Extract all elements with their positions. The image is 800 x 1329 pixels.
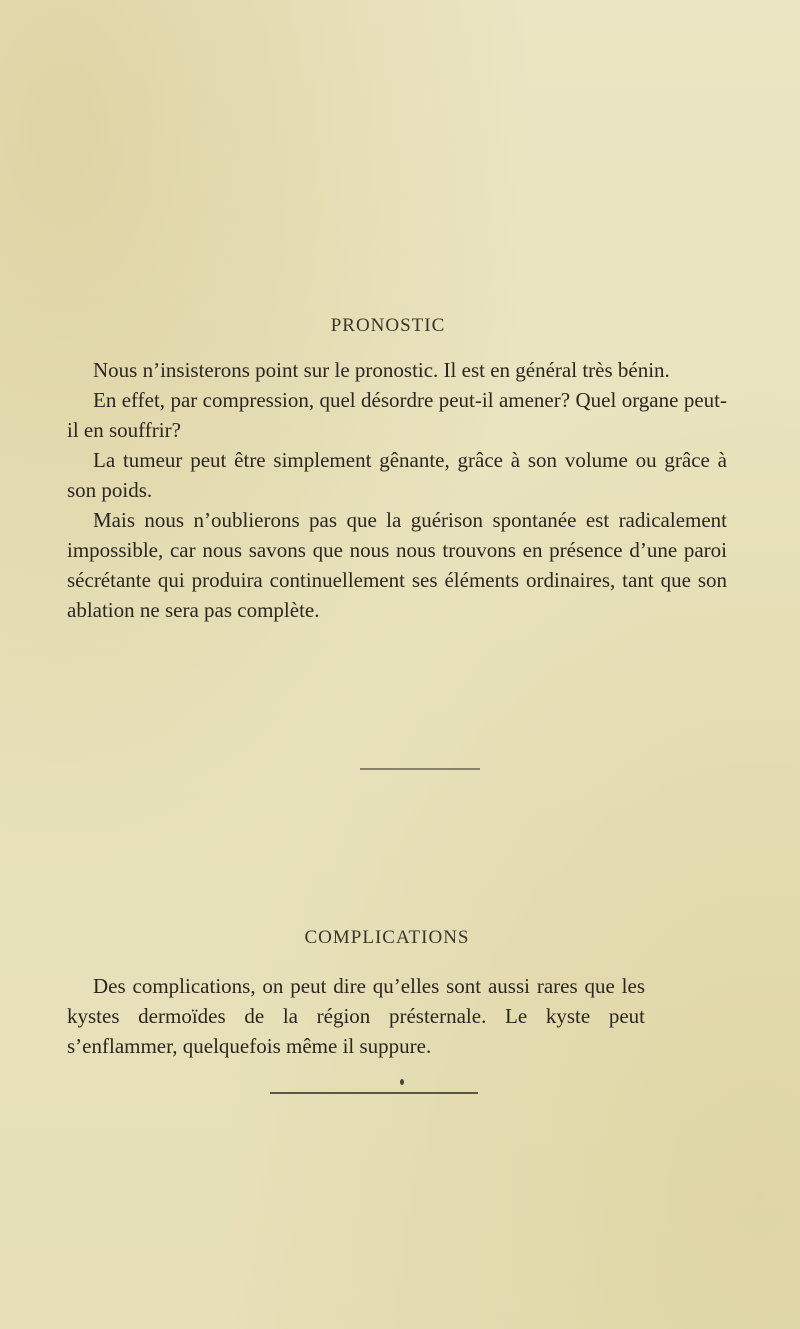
paragraph: Nous n’insisterons point sur le pronostic. Il est en général très bénin.: [93, 358, 670, 382]
paragraph: Mais nous n’oublierons pas que la guérison spontanée est radicalement impossible, car nous savons que nous nous trouvons en présence d’une paroi sécrétante qui produira continuellement ses éléments ordinaires, tant que son ablation ne sera pas complète.: [67, 508, 727, 622]
paragraph: En effet, par compression, quel désordre peut-il amener? Quel organe peut-il en souffrir?: [67, 388, 727, 442]
ink-dot: [400, 1079, 404, 1085]
paragraph: La tumeur peut être simplement gênante, grâce à son volume ou grâce à son poids.: [67, 448, 727, 502]
section-title-pronostic: PRONOSTIC: [330, 315, 446, 336]
section-body-complications: [67, 971, 645, 1061]
section-body-pronostic: [67, 355, 727, 625]
section-divider: [360, 768, 480, 770]
end-rule: [270, 1092, 478, 1094]
paragraph: Des complications, on peut dire qu’elles sont aussi rares que les kystes dermoïdes de la région présternale. Le kyste peut s’enflammer, quelquefois même il suppure.: [67, 974, 645, 1058]
section-title-complications: COMPLICATIONS: [304, 927, 470, 948]
